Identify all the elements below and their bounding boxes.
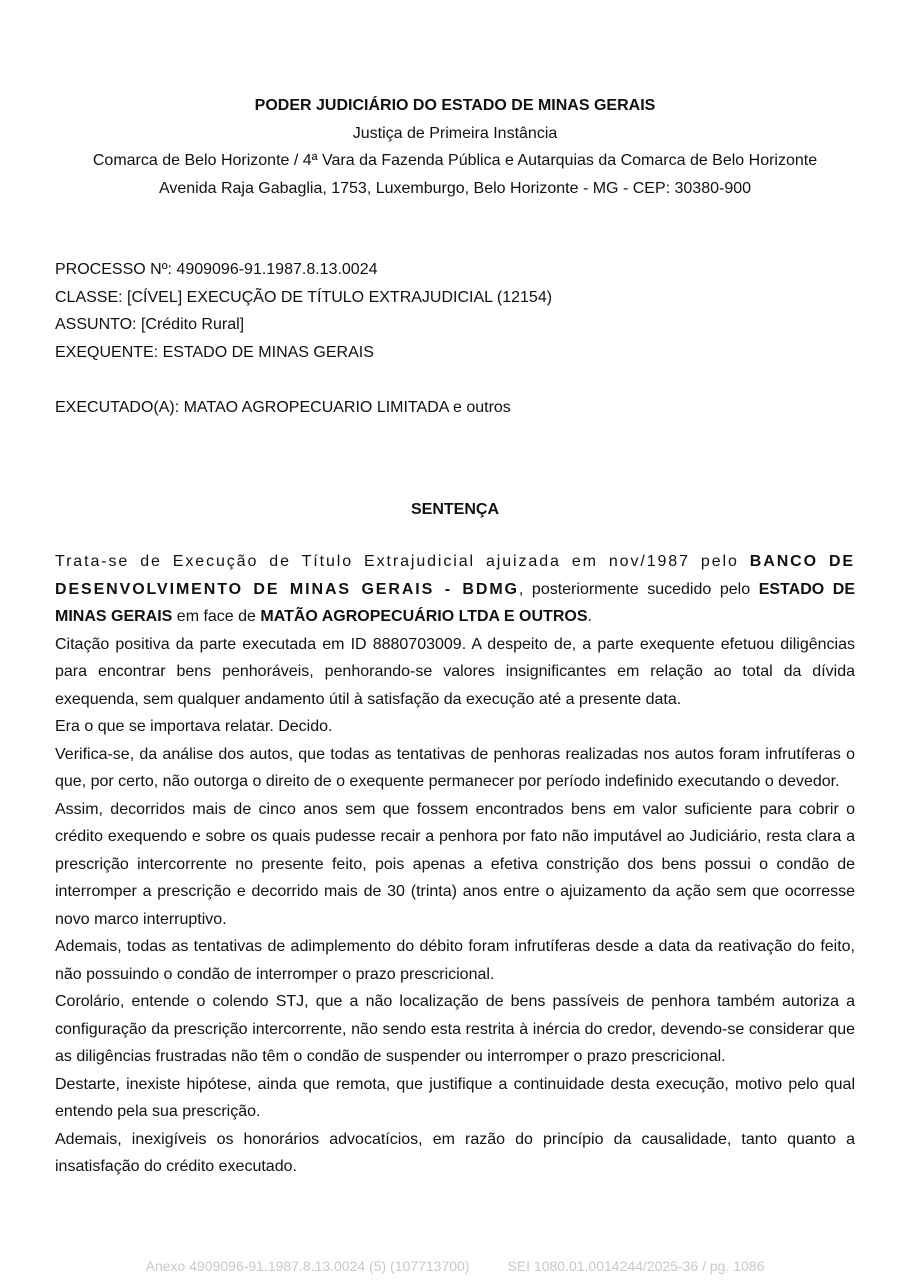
- body-paragraph: Corolário, entende o colendo STJ, que a não localização de bens passíveis de penhora também autoriza a configuração da prescrição intercorrente, não sendo esta restrita à inércia do credor, devendo-se considerar que as diligências frustradas não têm o condão de suspender ou interromper o prazo prescricional.: [55, 993, 855, 1065]
- court-address: Avenida Raja Gabaglia, 1753, Luxemburgo, Belo Horizonte - MG - CEP: 30380-900: [158, 179, 752, 197]
- case-class: CLASSE: [CÍVEL] EXECUÇÃO DE TÍTULO EXTRAJUDICIAL (12154): [55, 288, 553, 306]
- intro-text: , posteriormente sucedido pelo: [518, 580, 759, 598]
- court-instance: Justiça de Primeira Instância: [352, 124, 558, 142]
- sei-reference: SEI 1080.01.0014244/2025-36 / pg. 1086: [507, 1258, 765, 1274]
- case-subject: ASSUNTO: [Crédito Rural]: [55, 316, 245, 334]
- intro-text: em face de: [172, 608, 261, 625]
- body-paragraph: Ademais, todas as tentativas de adimplemento do débito foram infrutíferas desde a data da reativação do feito, não possuindo o condão de interromper o prazo prescricional.: [55, 938, 855, 983]
- spacer: [55, 366, 855, 394]
- body-paragraph: Destarte, inexiste hipótese, ainda que remota, que justifique a continuidade desta execução, motivo pelo qual entendo pela sua prescrição.: [55, 1075, 855, 1120]
- body-paragraph: Assim, decorridos mais de cinco anos sem que fossem encontrados bens em valor suficiente para cobrir o crédito exequendo e sobre os quais pudesse recair a penhora por fato não imputável ao Judiciário, resta clara a prescrição intercorrente no presente feito, pois apenas a efetiva constrição dos bens possui o condão de interromper a prescrição e decorrido mais de 30 (trinta) anos entre o ajuizamento da ação sem que ocorresse novo marco interruptivo.: [55, 800, 855, 928]
- defendant-name: MATÃO AGROPECUÁRIO LTDA E OUTROS: [260, 608, 588, 625]
- body-paragraph: Verifica-se, da análise dos autos, que todas as tentativas de penhoras realizadas nos autos foram infrutíferas o que, por certo, não outorga o direito de o exequente permanecer por período indefinido executando o devedor.: [55, 745, 855, 790]
- annex-reference: Anexo 4909096-91.1987.8.13.0024 (5) (107713700): [145, 1258, 470, 1274]
- bank-name: BANCO DE DESENVOLVIMENTO DE MINAS GERAIS - BDMG: [55, 553, 855, 598]
- sentence-body: [55, 548, 855, 1181]
- page-footer: [0, 1256, 910, 1276]
- intro-text: Trata-se de Execução de Título Extrajudicial ajuizada em nov/1987 pelo: [55, 553, 750, 570]
- body-paragraph: Ademais, inexigíveis os honorários advocatícios, em razão do princípio da causalidade, tanto quanto a insatisfação do crédito executado.: [55, 1130, 855, 1175]
- state-name: ESTADO DE MINAS GERAIS: [55, 580, 855, 625]
- sentence-title: SENTENÇA: [410, 501, 499, 518]
- case-metadata: [55, 256, 855, 422]
- document-header: [0, 92, 910, 202]
- case-plaintiff: EXEQUENTE: ESTADO DE MINAS GERAIS: [55, 343, 374, 361]
- intro-paragraph: [55, 548, 855, 631]
- body-paragraph: Citação positiva da parte executada em ID 8880703009. A despeito de, a parte exequente efetuou diligências para encontrar bens penhoráveis, penhorando-se valores insignificantes em relação ao total da dívida exequenda, sem qualquer andamento útil à satisfação da execução até a presente data.: [55, 635, 855, 708]
- court-comarca: Comarca de Belo Horizonte / 4ª Vara da Fazenda Pública e Autarquias da Comarca de Belo Horizonte: [92, 152, 818, 169]
- process-number: PROCESSO Nº: 4909096-91.1987.8.13.0024: [55, 261, 378, 278]
- intro-text: .: [587, 608, 592, 625]
- body-paragraph: Era o que se importava relatar. Decido.: [55, 718, 333, 735]
- court-name: PODER JUDICIÁRIO DO ESTADO DE MINAS GERAIS: [254, 97, 656, 114]
- case-defendant: EXECUTADO(A): MATAO AGROPECUARIO LIMITADA e outros: [55, 398, 511, 416]
